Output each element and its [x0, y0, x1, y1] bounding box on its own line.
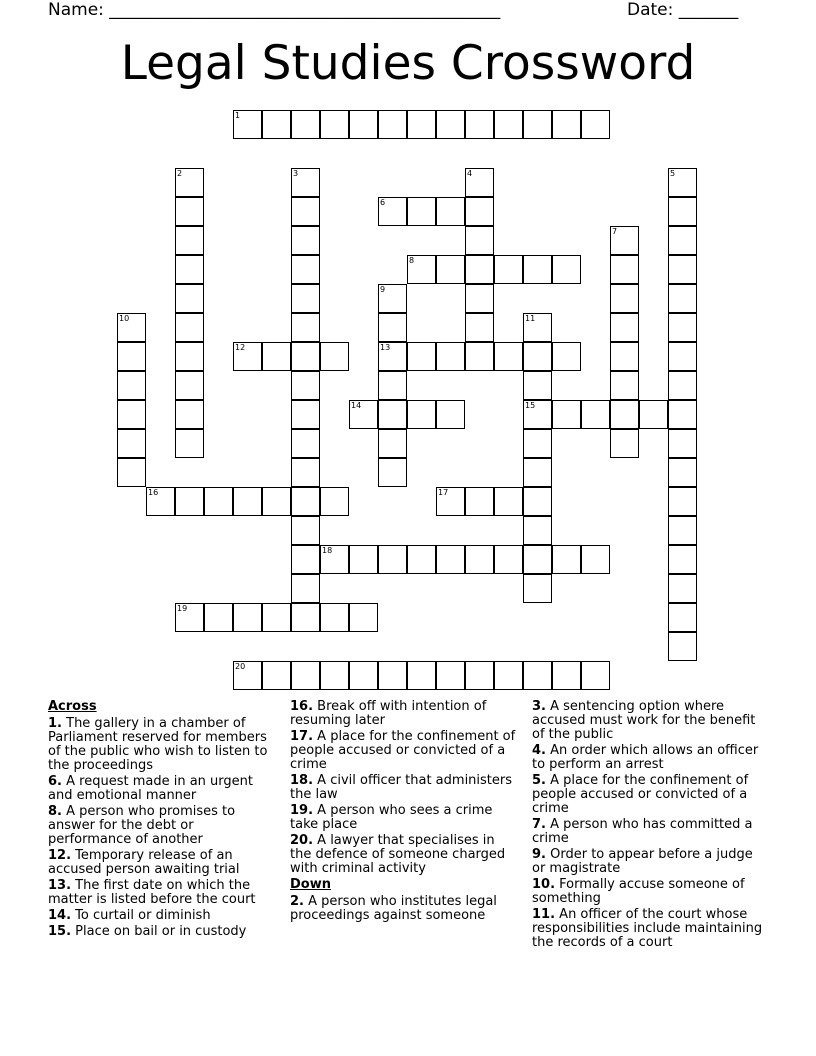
- grid-cell[interactable]: [494, 661, 523, 690]
- grid-cell[interactable]: [378, 342, 407, 371]
- grid-cell[interactable]: [291, 197, 320, 226]
- grid-cell[interactable]: [175, 226, 204, 255]
- grid-cell[interactable]: [291, 255, 320, 284]
- grid-cell[interactable]: [291, 400, 320, 429]
- grid-cell[interactable]: [291, 661, 320, 690]
- grid-cell[interactable]: [639, 400, 668, 429]
- down-clue-5: 5. A place for the confinement of people accused or convicted of a crime: [532, 773, 749, 816]
- clue-number: 3: [293, 169, 299, 178]
- grid-cell[interactable]: [349, 400, 378, 429]
- grid-cell[interactable]: [291, 110, 320, 139]
- grid-cell[interactable]: [668, 458, 697, 487]
- grid-cell[interactable]: [523, 661, 552, 690]
- grid-cell[interactable]: [175, 284, 204, 313]
- across-clue-8: 8. A person who promises to answer for the debt or performance of another: [48, 804, 236, 847]
- grid-cell[interactable]: [378, 429, 407, 458]
- grid-cell[interactable]: [523, 545, 552, 574]
- clue-number: 1: [235, 111, 241, 120]
- grid-cell[interactable]: [465, 110, 494, 139]
- grid-cell[interactable]: [407, 110, 436, 139]
- grid-cell[interactable]: [175, 371, 204, 400]
- grid-cell[interactable]: [320, 487, 349, 516]
- grid-cell[interactable]: [262, 110, 291, 139]
- across-clue-19: 19. A person who sees a crime take place: [290, 803, 493, 832]
- grid-cell[interactable]: [291, 284, 320, 313]
- grid-cell[interactable]: [552, 342, 581, 371]
- grid-cell[interactable]: [523, 313, 552, 342]
- grid-cell[interactable]: [668, 429, 697, 458]
- grid-cell[interactable]: [668, 574, 697, 603]
- grid-cell[interactable]: [204, 603, 233, 632]
- grid-cell[interactable]: [436, 197, 465, 226]
- grid-cell[interactable]: [668, 632, 697, 661]
- grid-cell[interactable]: [320, 603, 349, 632]
- across-clue-18: 18. A civil officer that administers the law: [290, 773, 513, 802]
- grid-cell[interactable]: [291, 429, 320, 458]
- clue-number: 4: [467, 169, 473, 178]
- across-clue-14: 14. To curtail or diminish: [48, 908, 211, 923]
- grid-cell[interactable]: [175, 603, 204, 632]
- grid-cell[interactable]: [610, 255, 639, 284]
- grid-cell[interactable]: [175, 197, 204, 226]
- grid-cell[interactable]: [175, 429, 204, 458]
- grid-cell[interactable]: [523, 255, 552, 284]
- grid-cell[interactable]: [523, 110, 552, 139]
- grid-cell[interactable]: [494, 545, 523, 574]
- grid-cell[interactable]: [175, 313, 204, 342]
- grid-cell[interactable]: [668, 400, 697, 429]
- clue-column-2: [290, 700, 520, 925]
- grid-cell[interactable]: [175, 168, 204, 197]
- clue-number: 19: [177, 604, 188, 613]
- grid-cell[interactable]: [291, 603, 320, 632]
- clue-number: 2: [177, 169, 183, 178]
- down-clue-10: 10. Formally accuse someone of something: [532, 877, 745, 906]
- grid-cell[interactable]: [581, 545, 610, 574]
- grid-cell[interactable]: [610, 226, 639, 255]
- grid-cell[interactable]: [494, 255, 523, 284]
- grid-cell[interactable]: [465, 487, 494, 516]
- grid-cell[interactable]: [349, 661, 378, 690]
- grid-cell[interactable]: [494, 110, 523, 139]
- grid-cell[interactable]: [465, 545, 494, 574]
- clue-number: 18: [322, 546, 333, 555]
- grid-cell[interactable]: [320, 110, 349, 139]
- grid-cell[interactable]: [610, 313, 639, 342]
- grid-cell[interactable]: [668, 545, 697, 574]
- grid-cell[interactable]: [552, 110, 581, 139]
- grid-cell[interactable]: [378, 284, 407, 313]
- grid-cell[interactable]: [523, 574, 552, 603]
- across-heading: Across: [48, 699, 97, 714]
- grid-cell[interactable]: [378, 313, 407, 342]
- grid-cell[interactable]: [262, 342, 291, 371]
- across-clue-16: 16. Break off with intention of resuming later: [290, 699, 487, 728]
- grid-cell[interactable]: [407, 661, 436, 690]
- grid-cell[interactable]: [407, 400, 436, 429]
- grid-cell[interactable]: [378, 197, 407, 226]
- grid-cell[interactable]: [668, 226, 697, 255]
- grid-cell[interactable]: [378, 371, 407, 400]
- grid-cell[interactable]: [552, 400, 581, 429]
- grid-cell[interactable]: [320, 342, 349, 371]
- grid-cell[interactable]: [291, 371, 320, 400]
- grid-cell[interactable]: [668, 371, 697, 400]
- down-clue-11: 11. An officer of the court whose responsibilities include maintaining the records of a court: [532, 907, 763, 950]
- grid-cell[interactable]: [378, 400, 407, 429]
- grid-cell[interactable]: [668, 313, 697, 342]
- grid-cell[interactable]: [465, 168, 494, 197]
- clue-number: 15: [525, 401, 536, 410]
- clue-number: 14: [351, 401, 362, 410]
- grid-cell[interactable]: [349, 545, 378, 574]
- clue-number: 11: [525, 314, 536, 323]
- grid-cell[interactable]: [117, 429, 146, 458]
- grid-cell[interactable]: [523, 371, 552, 400]
- grid-cell[interactable]: [668, 255, 697, 284]
- grid-cell[interactable]: [581, 661, 610, 690]
- across-clue-6: 6. A request made in an urgent and emotional manner: [48, 774, 253, 803]
- clue-number: 5: [670, 169, 676, 178]
- grid-cell[interactable]: [407, 197, 436, 226]
- grid-cell[interactable]: [523, 429, 552, 458]
- grid-cell[interactable]: [291, 545, 320, 574]
- grid-cell[interactable]: [610, 342, 639, 371]
- grid-cell[interactable]: [233, 110, 262, 139]
- grid-cell[interactable]: [378, 545, 407, 574]
- clue-column-1: [48, 700, 280, 941]
- across-clue-1: 1. The gallery in a chamber of Parliament reserved for members of the public who wish to listen to the proceedings: [48, 716, 268, 773]
- grid-cell[interactable]: [233, 487, 262, 516]
- grid-cell[interactable]: [668, 197, 697, 226]
- grid-cell[interactable]: [610, 400, 639, 429]
- grid-cell[interactable]: [378, 661, 407, 690]
- grid-cell[interactable]: [436, 342, 465, 371]
- grid-cell[interactable]: [436, 545, 465, 574]
- grid-cell[interactable]: [610, 284, 639, 313]
- clue-number: 20: [235, 662, 246, 671]
- grid-cell[interactable]: [436, 661, 465, 690]
- down-clue-3: 3. A sentencing option where accused must work for the benefit of the public: [532, 699, 756, 742]
- grid-cell[interactable]: [407, 255, 436, 284]
- grid-cell[interactable]: [668, 342, 697, 371]
- down-clue-4: 4. An order which allows an officer to perform an arrest: [532, 743, 759, 772]
- grid-cell[interactable]: [494, 342, 523, 371]
- grid-cell[interactable]: [668, 284, 697, 313]
- grid-cell[interactable]: [407, 545, 436, 574]
- clue-column-3: [532, 700, 768, 952]
- grid-cell[interactable]: [581, 400, 610, 429]
- grid-cell[interactable]: [204, 487, 233, 516]
- grid-cell[interactable]: [117, 400, 146, 429]
- grid-cell[interactable]: [581, 110, 610, 139]
- grid-cell[interactable]: [436, 110, 465, 139]
- grid-cell[interactable]: [262, 603, 291, 632]
- clue-number: 6: [380, 198, 386, 207]
- grid-cell[interactable]: [523, 516, 552, 545]
- grid-cell[interactable]: [233, 603, 262, 632]
- across-clue-17: 17. A place for the confinement of people accused or convicted of a crime: [290, 729, 516, 772]
- grid-cell[interactable]: [320, 545, 349, 574]
- down-clue-7: 7. A person who has committed a crime: [532, 817, 753, 846]
- grid-cell[interactable]: [262, 487, 291, 516]
- grid-cell[interactable]: [175, 342, 204, 371]
- clue-number: 12: [235, 343, 246, 352]
- grid-cell[interactable]: [552, 545, 581, 574]
- grid-cell[interactable]: [117, 342, 146, 371]
- clue-number: 17: [438, 488, 449, 497]
- grid-cell[interactable]: [552, 255, 581, 284]
- grid-cell[interactable]: [117, 458, 146, 487]
- grid-cell[interactable]: [146, 487, 175, 516]
- grid-cell[interactable]: [436, 487, 465, 516]
- grid-cell[interactable]: [523, 487, 552, 516]
- grid-cell[interactable]: [465, 342, 494, 371]
- across-clue-12: 12. Temporary release of an accused person awaiting trial: [48, 848, 240, 877]
- name-field-label: Name: ______________________________________________: [48, 0, 501, 20]
- grid-cell[interactable]: [291, 487, 320, 516]
- grid-cell[interactable]: [436, 400, 465, 429]
- grid-cell[interactable]: [523, 458, 552, 487]
- across-clue-20: 20. A lawyer that specialises in the defence of someone charged with criminal activity: [290, 833, 506, 876]
- clue-number: 10: [119, 314, 130, 323]
- down-heading: Down: [290, 877, 331, 892]
- grid-cell[interactable]: [668, 168, 697, 197]
- grid-cell[interactable]: [465, 197, 494, 226]
- grid-cell[interactable]: [175, 487, 204, 516]
- across-clue-15: 15. Place on bail or in custody: [48, 924, 247, 939]
- grid-cell[interactable]: [233, 661, 262, 690]
- grid-cell[interactable]: [407, 342, 436, 371]
- grid-cell[interactable]: [552, 661, 581, 690]
- grid-cell[interactable]: [465, 284, 494, 313]
- page-title: Legal Studies Crossword: [120, 36, 696, 91]
- clue-number: 13: [380, 343, 391, 352]
- grid-cell[interactable]: [523, 342, 552, 371]
- grid-cell[interactable]: [465, 226, 494, 255]
- clue-number: 7: [612, 227, 618, 236]
- clue-number: 9: [380, 285, 386, 294]
- grid-cell[interactable]: [436, 255, 465, 284]
- grid-cell[interactable]: [291, 574, 320, 603]
- clue-number: 8: [409, 256, 415, 265]
- grid-cell[interactable]: [465, 661, 494, 690]
- grid-cell[interactable]: [291, 313, 320, 342]
- grid-cell[interactable]: [291, 168, 320, 197]
- grid-cell[interactable]: [291, 516, 320, 545]
- grid-cell[interactable]: [349, 603, 378, 632]
- grid-cell[interactable]: [465, 313, 494, 342]
- across-clue-13: 13. The first date on which the matter is listed before the court: [48, 878, 256, 907]
- grid-cell[interactable]: [349, 110, 378, 139]
- grid-cell[interactable]: [233, 342, 262, 371]
- grid-cell[interactable]: [378, 110, 407, 139]
- grid-cell[interactable]: [320, 661, 349, 690]
- grid-cell[interactable]: [378, 458, 407, 487]
- down-clue-2: 2. A person who institutes legal proceedings against someone: [290, 894, 497, 923]
- grid-cell[interactable]: [465, 255, 494, 284]
- grid-cell[interactable]: [117, 313, 146, 342]
- grid-cell[interactable]: [175, 255, 204, 284]
- date-field-label: Date: _______: [627, 0, 739, 20]
- grid-cell[interactable]: [668, 487, 697, 516]
- grid-cell[interactable]: [117, 371, 146, 400]
- grid-cell[interactable]: [291, 342, 320, 371]
- grid-cell[interactable]: [610, 429, 639, 458]
- clue-number: 16: [148, 488, 159, 497]
- grid-cell[interactable]: [175, 400, 204, 429]
- grid-cell[interactable]: [262, 661, 291, 690]
- grid-cell[interactable]: [668, 516, 697, 545]
- grid-cell[interactable]: [610, 371, 639, 400]
- grid-cell[interactable]: [291, 226, 320, 255]
- grid-cell[interactable]: [291, 458, 320, 487]
- down-clue-9: 9. Order to appear before a judge or magistrate: [532, 847, 753, 876]
- grid-cell[interactable]: [523, 400, 552, 429]
- grid-cell[interactable]: [668, 603, 697, 632]
- grid-cell[interactable]: [494, 487, 523, 516]
